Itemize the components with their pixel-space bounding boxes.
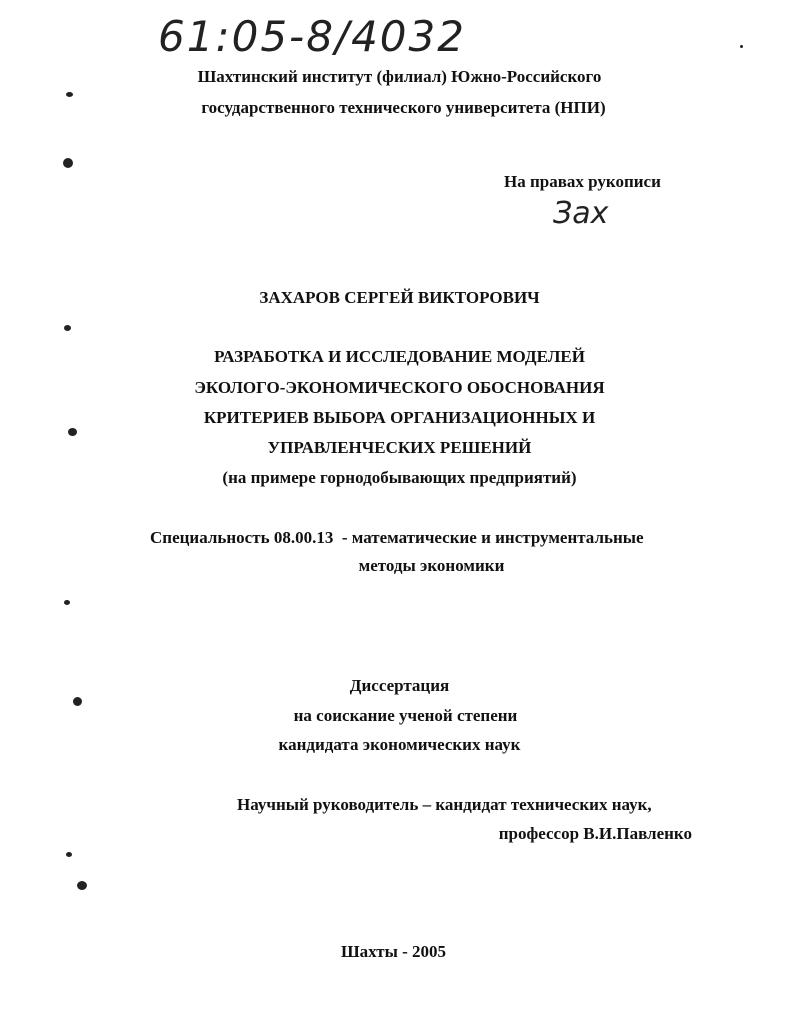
place-year: Шахты - 2005 [340,942,447,961]
supervisor-line-1: Научный руководитель – кандидат технических наук, [237,795,652,814]
supervisor-line-2: профессор В.И.Павленко [498,824,692,843]
handwritten-signature: Зах [553,196,609,231]
handwritten-catalog-number: 61:05-8/4032 [158,12,466,61]
dissertation-line-1: Диссертация [349,676,450,695]
scan-mark [66,852,72,857]
title-line-4: УПРАВЛЕНЧЕСКИХ РЕШЕНИЙ [267,438,532,457]
scan-mark [64,325,71,331]
specialty-line-1: Специальность 08.00.13 - математические и инструментальные [150,528,644,547]
title-line-3: КРИТЕРИЕВ ВЫБОРА ОРГАНИЗАЦИОННЫХ И [203,408,596,427]
scan-mark [77,881,87,890]
scan-mark [68,428,77,436]
dissertation-line-3: кандидата экономических наук [278,735,521,754]
title-subtitle: (на примере горнодобывающих предприятий) [222,468,577,487]
institution-line-2: государственного технического университета (НПИ) [201,98,606,117]
institution-line-1: Шахтинский институт (филиал) Южно-Российского [197,67,602,86]
author-name: ЗАХАРОВ СЕРГЕЙ ВИКТОРОВИЧ [259,288,540,307]
title-line-1: РАЗРАБОТКА И ИССЛЕДОВАНИЕ МОДЕЛЕЙ [214,347,585,366]
scan-mark [64,600,70,605]
specialty-line-2: методы экономики [358,556,505,575]
scan-mark [73,697,82,706]
scan-mark [63,158,73,168]
scan-mark [66,92,73,97]
manuscript-rights-label: На правах рукописи [504,172,661,191]
scan-mark [740,45,743,48]
dissertation-line-2: на соискание ученой степени [293,706,518,725]
title-line-2: ЭКОЛОГО-ЭКОНОМИЧЕСКОГО ОБОСНОВАНИЯ [194,378,605,397]
